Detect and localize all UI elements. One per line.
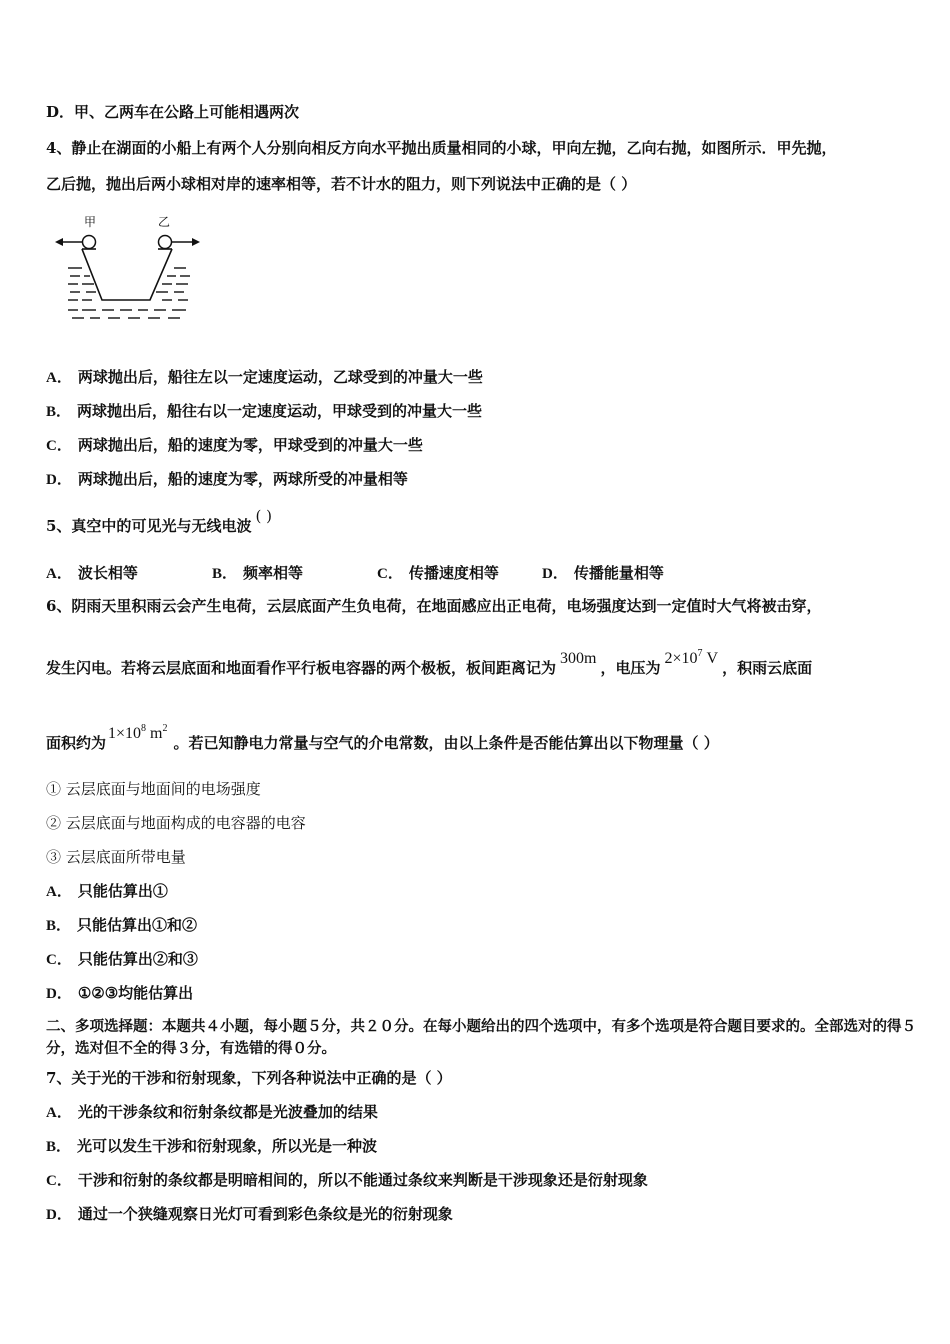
q7-stem: 7、关于光的干涉和衍射现象，下列各种说法中正确的是（ ）: [46, 1069, 452, 1087]
q4-option-b[interactable]: B． 两球抛出后，船往右以一定速度运动，甲球受到的冲量大一些: [46, 402, 483, 420]
q4-stem-line2: 乙后抛，抛出后两小球相对岸的速率相等，若不计水的阻力，则下列说法中正确的是（ ）: [46, 175, 637, 193]
q6-option-a[interactable]: A． 只能估算出①: [46, 882, 168, 900]
q4-option-a[interactable]: A． 两球抛出后，船往左以一定速度运动，乙球受到的冲量大一些: [46, 368, 483, 386]
q6-option-d[interactable]: D． ①②③均能估算出: [46, 984, 194, 1002]
q6-line3: 面积约为$1\times 10^8$ $m^2$。若已知静电力常量与空气的介电常数，由以上条件是否能估算出以下物理量（ ）: [46, 723, 719, 752]
q4-option-c[interactable]: C． 两球抛出后，船的速度为零，甲球受到的冲量大一些: [46, 436, 423, 454]
q7-option-a[interactable]: A． 光的干涉条纹和衍射条纹都是光波叠加的结果: [46, 1103, 378, 1121]
q7-option-b[interactable]: B． 光可以发生干涉和衍射现象，所以光是一种波: [46, 1137, 378, 1155]
q6-voltage: $2\times 10^7$ V: [664, 648, 719, 667]
q5-stem: 5、真空中的可见光与无线电波( ): [46, 507, 272, 535]
q6-item-2: ② 云层底面与地面构成的电容器的电容: [46, 814, 306, 832]
q5-options: [46, 562, 906, 582]
q4-boat-figure: [52, 210, 202, 325]
q4-option-d[interactable]: D． 两球抛出后，船的速度为零，两球所受的冲量相等: [46, 470, 408, 488]
q5-option-c[interactable]: C． 传播速度相等: [377, 564, 499, 582]
q6-item-3: ③ 云层底面所带电量: [46, 848, 186, 866]
q5-option-d[interactable]: D． 传播能量相等: [542, 564, 664, 582]
q7-option-d[interactable]: D． 通过一个狭缝观察日光灯可看到彩色条纹是光的衍射现象: [46, 1205, 453, 1223]
boat-diagram: [52, 210, 202, 325]
q6-option-c[interactable]: C． 只能估算出②和③: [46, 950, 198, 968]
q6-distance: 300m: [560, 650, 597, 667]
q5-answer-paren: ( ): [255, 507, 272, 525]
q4-stem-line1: 4、静止在湖面的小船上有两个人分别向相反方向水平抛出质量相同的小球，甲向左抛，乙向右抛，如图所示．甲先抛，: [46, 139, 837, 157]
q7-option-c[interactable]: C． 干涉和衍射的条纹都是明暗相间的，所以不能通过条纹来判断是干涉现象还是衍射现象: [46, 1171, 648, 1189]
q6-line2: 发生闪电。若将云层底面和地面看作平行板电容器的两个极板，板间距离记为300m，电压为$2\times 10^7$ V，积雨云底面: [46, 648, 813, 677]
q6-item-1: ① 云层底面与地面间的电场强度: [46, 780, 261, 798]
q3-option-d: D．甲、乙两车在公路上可能相遇两次: [46, 103, 300, 121]
q6-area: $1\times 10^8$ $m^2$: [108, 723, 168, 742]
section2-heading: 二、多项选择题：本题共４小题，每小题５分，共２０分。在每小题给出的四个选项中，有多个选项是符合题目要求的。全部选对的得５分，选对但不全的得３分，有选错的得０分。: [46, 1018, 916, 1057]
q5-option-a[interactable]: A． 波长相等: [46, 564, 138, 582]
figure-label-yi: 乙: [158, 215, 171, 229]
q5-option-b[interactable]: B． 频率相等: [212, 564, 304, 582]
q6-line1: 6、阴雨天里积雨云会产生电荷，云层底面产生负电荷，在地面感应出正电荷，电场强度达到一定值时大气将被击穿，: [46, 597, 822, 615]
q6-option-b[interactable]: B． 只能估算出①和②: [46, 916, 198, 934]
figure-label-jia: 甲: [84, 215, 97, 229]
